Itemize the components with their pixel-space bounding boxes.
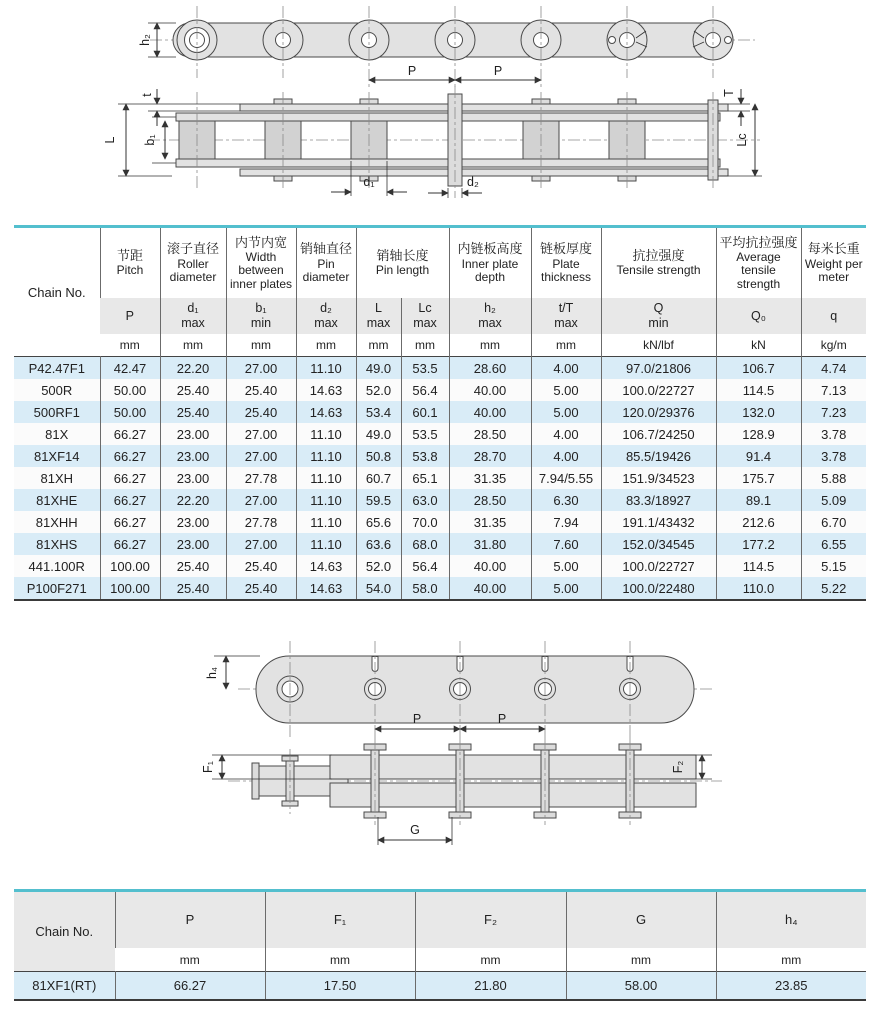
value-cell: 25.40 — [160, 577, 226, 600]
column-unit: mm — [226, 334, 296, 357]
column-title-cn: 节距 — [116, 248, 143, 264]
symbol-text: h₂ — [484, 301, 496, 315]
upper-slat — [330, 755, 696, 779]
table-row — [14, 357, 866, 380]
value-cell: 11.10 — [296, 467, 356, 489]
value-cell: 23.00 — [160, 511, 226, 533]
value-cell: 58.00 — [566, 972, 716, 1001]
chain-no-cell: 500R — [14, 379, 100, 401]
value-cell: 7.13 — [801, 379, 866, 401]
dim-label-T: T — [722, 89, 736, 97]
value-cell: 11.10 — [296, 357, 356, 380]
value-cell: 5.00 — [531, 379, 601, 401]
column-unit: mm — [296, 334, 356, 357]
chain-no-cell: 81XF1(RT) — [14, 972, 115, 1001]
table-row — [14, 511, 866, 533]
h2-dimension — [138, 23, 176, 57]
value-cell: 23.00 — [160, 423, 226, 445]
flat-top-chain-drawing — [0, 629, 880, 879]
value-cell: 91.4 — [716, 445, 801, 467]
value-cell: 27.00 — [226, 445, 296, 467]
value-cell: 27.78 — [226, 511, 296, 533]
value-cell: 31.80 — [449, 533, 531, 555]
column-unit: mm — [100, 334, 160, 357]
value-cell: 66.27 — [100, 467, 160, 489]
column-title-en: Average tensile strength — [736, 249, 781, 291]
value-cell: 66.27 — [100, 533, 160, 555]
chain-no-cell: 81XHE — [14, 489, 100, 511]
dim-label-F2: F₂ — [671, 760, 685, 774]
value-cell: 3.78 — [801, 445, 866, 467]
value-cell: 100.0/22727 — [601, 555, 716, 577]
column-symbol — [356, 298, 401, 334]
column-unit: mm — [160, 334, 226, 357]
chain-no-cell: P42.47F1 — [14, 357, 100, 380]
flat-chain-spec-table — [14, 889, 866, 1001]
symbol-qualifier: max — [366, 316, 391, 330]
column-symbol — [100, 298, 160, 334]
symbol-text: Q₀ — [751, 308, 766, 323]
column-symbol: h₄ — [716, 891, 866, 949]
column-title-en: Plate thickness — [540, 256, 592, 285]
value-cell: 22.20 — [160, 357, 226, 380]
dim-label-Lc: Lc — [735, 133, 749, 147]
chain-no-cell: 81XF14 — [14, 445, 100, 467]
value-cell: 25.40 — [226, 577, 296, 600]
value-cell: 25.40 — [226, 401, 296, 423]
value-cell: 58.0 — [401, 577, 449, 600]
chain-no-cell: 81XHS — [14, 533, 100, 555]
column-unit: mm — [356, 334, 401, 357]
value-cell: 60.1 — [401, 401, 449, 423]
symbol-text: L — [375, 301, 382, 315]
symbol-qualifier: min — [250, 316, 272, 330]
value-cell: 5.22 — [801, 577, 866, 600]
column-group-header — [226, 227, 296, 299]
flat-chain-spec-table-body — [14, 972, 866, 1001]
flat-chain-plan-view — [201, 737, 722, 845]
value-cell: 3.78 — [801, 423, 866, 445]
flat-chain-spec-table-header — [14, 891, 866, 972]
value-cell: 177.2 — [716, 533, 801, 555]
value-cell: 4.00 — [531, 357, 601, 380]
column-unit: mm — [566, 948, 716, 972]
value-cell: 106.7 — [716, 357, 801, 380]
column-symbol — [401, 298, 449, 334]
column-title-cn: 内链板高度 — [457, 241, 523, 257]
column-symbol — [531, 298, 601, 334]
value-cell: 53.8 — [401, 445, 449, 467]
value-cell: 191.1/43432 — [601, 511, 716, 533]
value-cell: 27.00 — [226, 423, 296, 445]
symbol-text: t/T — [558, 301, 574, 315]
value-cell: 50.8 — [356, 445, 401, 467]
flat-chain-side-view — [205, 641, 712, 737]
value-cell: 23.00 — [160, 533, 226, 555]
value-cell: 28.60 — [449, 357, 531, 380]
value-cell: 21.80 — [415, 972, 566, 1001]
column-title-en: Width between inner plates — [229, 249, 293, 291]
table-row — [14, 577, 866, 600]
h4-dimension — [205, 656, 260, 689]
symbol-text: Q — [653, 301, 664, 315]
symbol-qualifier: max — [554, 316, 578, 330]
column-group-header — [601, 227, 716, 299]
value-cell: 56.4 — [401, 379, 449, 401]
column-title-cn: 销轴长度 — [376, 248, 429, 264]
value-cell: 114.5 — [716, 379, 801, 401]
value-cell: 5.00 — [531, 555, 601, 577]
column-symbol — [601, 298, 716, 334]
value-cell: 52.0 — [356, 555, 401, 577]
value-cell: 31.35 — [449, 511, 531, 533]
value-cell: 6.55 — [801, 533, 866, 555]
column-symbol — [801, 298, 866, 334]
column-symbol: F₂ — [415, 891, 566, 949]
value-cell: 66.27 — [100, 423, 160, 445]
dim-label-d2: d₂ — [467, 175, 479, 189]
column-symbol: P — [115, 891, 265, 949]
value-cell: 63.0 — [401, 489, 449, 511]
value-cell: 5.00 — [531, 401, 601, 423]
value-cell: 49.0 — [356, 357, 401, 380]
value-cell: 14.63 — [296, 555, 356, 577]
value-cell: 7.60 — [531, 533, 601, 555]
chain-no-cell: P100F271 — [14, 577, 100, 600]
value-cell: 60.7 — [356, 467, 401, 489]
table-row — [14, 489, 866, 511]
dim-label-h4: h₄ — [205, 666, 219, 680]
column-group-header — [449, 227, 531, 299]
value-cell: 151.9/34523 — [601, 467, 716, 489]
dim-label-F1: F₁ — [201, 761, 215, 773]
table-row — [14, 467, 866, 489]
column-title-cn: 平均抗拉强度 — [719, 234, 798, 250]
value-cell: 25.40 — [226, 555, 296, 577]
value-cell: 120.0/29376 — [601, 401, 716, 423]
value-cell: 14.63 — [296, 577, 356, 600]
symbol-text: d₁ — [187, 301, 199, 315]
value-cell: 59.5 — [356, 489, 401, 511]
value-cell: 11.10 — [296, 445, 356, 467]
L-dimension — [103, 104, 172, 176]
value-cell: 42.47 — [100, 357, 160, 380]
lower-slat — [330, 783, 696, 807]
b1-dimension — [143, 121, 165, 159]
value-cell: 50.00 — [100, 379, 160, 401]
column-group-header — [531, 227, 601, 299]
value-cell: 63.6 — [356, 533, 401, 555]
value-cell: 11.10 — [296, 533, 356, 555]
symbol-text: b₁ — [255, 301, 267, 315]
unit-row — [14, 334, 866, 357]
table-row — [14, 423, 866, 445]
column-title-en: Weight per meter — [804, 256, 863, 285]
value-cell: 4.74 — [801, 357, 866, 380]
dim-label-p-right: P — [493, 64, 503, 78]
column-unit: kN/lbf — [601, 334, 716, 357]
chain-no-cell: 81XH — [14, 467, 100, 489]
chain-plan-view — [103, 86, 762, 198]
column-title-en: Pitch — [116, 263, 144, 278]
symbol-text: P — [125, 308, 134, 323]
chain-spec-table-header — [14, 227, 866, 357]
value-cell: 100.0/22727 — [601, 379, 716, 401]
value-cell: 25.40 — [160, 555, 226, 577]
chain-spec-table-body — [14, 357, 866, 601]
column-title-cn: 每米长重 — [807, 241, 860, 257]
symbol-row — [14, 298, 866, 334]
value-cell: 66.27 — [100, 445, 160, 467]
column-unit: mm — [415, 948, 566, 972]
symbol-text: d₂ — [320, 301, 332, 315]
value-cell: 66.27 — [115, 972, 265, 1001]
column-symbol: G — [566, 891, 716, 949]
symbol-qualifier: max — [314, 316, 338, 330]
value-cell: 89.1 — [716, 489, 801, 511]
value-cell: 40.00 — [449, 577, 531, 600]
roller-chain-drawing — [0, 0, 880, 218]
column-title-cn: 销轴直径 — [299, 241, 352, 257]
column-title-cn: 内节内宽 — [234, 234, 287, 250]
value-cell: 22.20 — [160, 489, 226, 511]
value-cell: 40.00 — [449, 379, 531, 401]
column-group-header — [716, 227, 801, 299]
column-title-cn: 滚子直径 — [166, 241, 219, 257]
column-unit: mm — [449, 334, 531, 357]
value-cell: 7.94/5.55 — [531, 467, 601, 489]
value-cell: 100.00 — [100, 577, 160, 600]
value-cell: 85.5/19426 — [601, 445, 716, 467]
symbol-row — [14, 891, 866, 949]
value-cell: 66.27 — [100, 511, 160, 533]
value-cell: 27.78 — [226, 467, 296, 489]
value-cell: 40.00 — [449, 401, 531, 423]
value-cell: 11.10 — [296, 423, 356, 445]
dim-label-G: G — [410, 823, 420, 837]
value-cell: 66.27 — [100, 489, 160, 511]
column-unit: mm — [401, 334, 449, 357]
value-cell: 7.94 — [531, 511, 601, 533]
value-cell: 28.50 — [449, 489, 531, 511]
value-cell: 53.4 — [356, 401, 401, 423]
value-cell: 132.0 — [716, 401, 801, 423]
column-symbol — [226, 298, 296, 334]
value-cell: 53.5 — [401, 423, 449, 445]
dim-label-t: t — [140, 93, 154, 97]
value-cell: 28.50 — [449, 423, 531, 445]
chain-no-header: Chain No. — [14, 227, 100, 357]
table-row — [14, 401, 866, 423]
value-cell: 25.40 — [226, 379, 296, 401]
value-cell: 6.30 — [531, 489, 601, 511]
dim-label-L: L — [103, 136, 117, 144]
column-title-en: Pin length — [375, 263, 430, 278]
symbol-text: Lc — [418, 301, 432, 315]
table-row — [14, 445, 866, 467]
dim-label-d1: d₁ — [363, 175, 375, 189]
table-row — [14, 533, 866, 555]
chain-no-cell: 500RF1 — [14, 401, 100, 423]
column-title-en: Pin diameter — [302, 256, 350, 285]
column-symbol — [716, 298, 801, 334]
value-cell: 14.63 — [296, 379, 356, 401]
value-cell: 50.00 — [100, 401, 160, 423]
value-cell: 53.5 — [401, 357, 449, 380]
column-group-header — [356, 227, 449, 299]
value-cell: 83.3/18927 — [601, 489, 716, 511]
value-cell: 28.70 — [449, 445, 531, 467]
dim-label-p2-right: P — [497, 712, 507, 726]
value-cell: 23.00 — [160, 467, 226, 489]
value-cell: 11.10 — [296, 489, 356, 511]
value-cell: 11.10 — [296, 511, 356, 533]
value-cell: 17.50 — [265, 972, 415, 1001]
column-group-header — [100, 227, 160, 299]
value-cell: 27.00 — [226, 533, 296, 555]
value-cell: 114.5 — [716, 555, 801, 577]
chain-spec-table — [14, 225, 866, 601]
dim-label-h2: h₂ — [138, 34, 152, 46]
value-cell: 110.0 — [716, 577, 801, 600]
dim-label-p2-left: P — [412, 712, 422, 726]
chain-no-header: Chain No. — [14, 891, 115, 972]
value-cell: 56.4 — [401, 555, 449, 577]
value-cell: 128.9 — [716, 423, 801, 445]
column-group-header — [160, 227, 226, 299]
column-symbol — [160, 298, 226, 334]
symbol-qualifier: max — [413, 316, 437, 330]
column-unit: mm — [265, 948, 415, 972]
column-unit: mm — [716, 948, 866, 972]
value-cell: 54.0 — [356, 577, 401, 600]
column-symbol — [296, 298, 356, 334]
column-title-cn: 链板厚度 — [539, 241, 592, 257]
column-unit: kN — [716, 334, 801, 357]
value-cell: 40.00 — [449, 555, 531, 577]
column-group-header — [296, 227, 356, 299]
value-cell: 68.0 — [401, 533, 449, 555]
value-cell: 106.7/24250 — [601, 423, 716, 445]
column-symbol: F₁ — [265, 891, 415, 949]
value-cell: 23.85 — [716, 972, 866, 1001]
value-cell: 97.0/21806 — [601, 357, 716, 380]
value-cell: 27.00 — [226, 489, 296, 511]
chain-no-cell: 81X — [14, 423, 100, 445]
chain-no-cell: 441.100R — [14, 555, 100, 577]
value-cell: 31.35 — [449, 467, 531, 489]
group-header-row — [14, 227, 866, 299]
value-cell: 14.63 — [296, 401, 356, 423]
unit-row — [14, 948, 866, 972]
value-cell: 6.70 — [801, 511, 866, 533]
value-cell: 7.23 — [801, 401, 866, 423]
column-unit: mm — [531, 334, 601, 357]
value-cell: 152.0/34545 — [601, 533, 716, 555]
dim-label-b1: b₁ — [143, 134, 157, 146]
value-cell: 25.40 — [160, 401, 226, 423]
column-unit: mm — [115, 948, 265, 972]
column-title-en: Roller diameter — [169, 256, 217, 285]
value-cell: 5.15 — [801, 555, 866, 577]
table-row — [14, 379, 866, 401]
G-dimension — [378, 817, 452, 845]
symbol-qualifier: min — [648, 316, 669, 330]
dim-label-p-left: P — [407, 64, 417, 78]
symbol-qualifier: max — [478, 316, 502, 330]
column-title-cn: 抗拉强度 — [632, 248, 685, 264]
value-cell: 65.6 — [356, 511, 401, 533]
value-cell: 100.0/22480 — [601, 577, 716, 600]
column-unit: kg/m — [801, 334, 866, 357]
value-cell: 5.09 — [801, 489, 866, 511]
value-cell: 70.0 — [401, 511, 449, 533]
symbol-text: q — [830, 308, 838, 323]
column-title-en: Inner plate depth — [461, 256, 519, 285]
value-cell: 4.00 — [531, 445, 601, 467]
value-cell: 49.0 — [356, 423, 401, 445]
value-cell: 5.00 — [531, 577, 601, 600]
table-row — [14, 972, 866, 1001]
column-group-header — [801, 227, 866, 299]
value-cell: 175.7 — [716, 467, 801, 489]
chain-side-view — [138, 6, 755, 88]
value-cell: 65.1 — [401, 467, 449, 489]
value-cell: 27.00 — [226, 357, 296, 380]
column-title-en: Tensile strength — [616, 263, 701, 278]
chain-no-cell: 81XHH — [14, 511, 100, 533]
column-symbol — [449, 298, 531, 334]
table-row — [14, 555, 866, 577]
value-cell: 212.6 — [716, 511, 801, 533]
value-cell: 4.00 — [531, 423, 601, 445]
symbol-qualifier: max — [181, 316, 205, 330]
value-cell: 100.00 — [100, 555, 160, 577]
value-cell: 25.40 — [160, 379, 226, 401]
value-cell: 52.0 — [356, 379, 401, 401]
value-cell: 23.00 — [160, 445, 226, 467]
value-cell: 5.88 — [801, 467, 866, 489]
